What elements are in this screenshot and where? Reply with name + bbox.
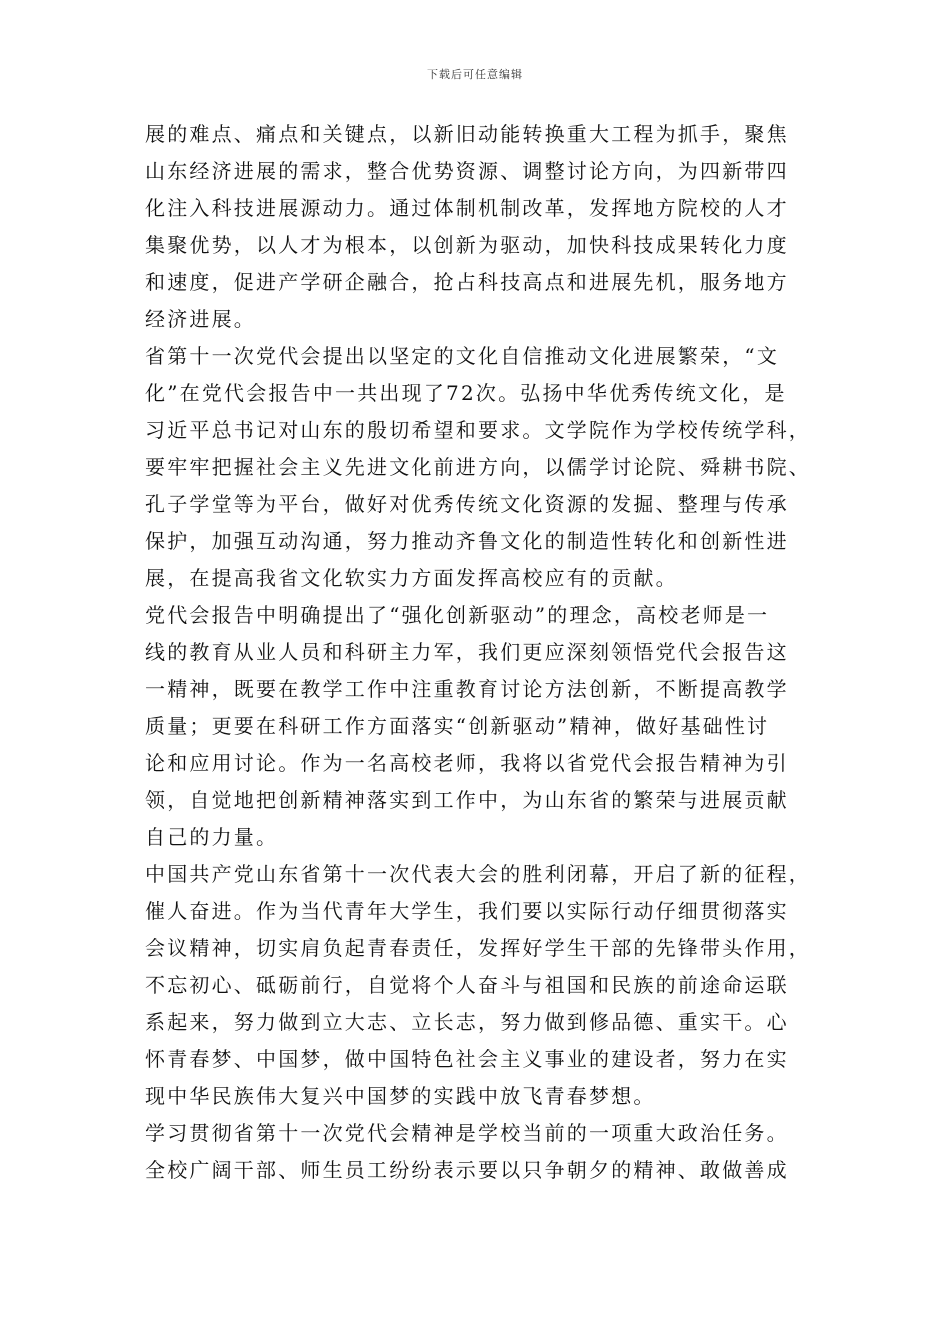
text-line: 和速度，促进产学研企融合，抢占科技高点和进展先机，服务地方 (145, 270, 789, 294)
text-line: 全校广阔干部、师生员工纷纷表示要以只争朝夕的精神、敢做善成 (145, 1158, 789, 1182)
text-line: 学习贯彻省第十一次党代会精神是学校当前的一项重大政治任务。 (145, 1121, 789, 1145)
text-line: 怀青春梦、中国梦，做中国特色社会主义事业的建设者，努力在实 (145, 1047, 789, 1071)
text-line: 线的教育从业人员和科研主力军，我们更应深刻领悟党代会报告这 (145, 640, 789, 664)
text-line: 习近平总书记对山东的殷切希望和要求。文学院作为学校传统学科， (145, 418, 811, 442)
text-line: 系起来，努力做到立大志、立长志，努力做到修品德、重实干。心 (145, 1010, 789, 1034)
text-line: 省第十一次党代会提出以坚定的文化自信推动文化进展繁荣，“文 (145, 344, 780, 368)
text-line: 领，自觉地把创新精神落实到工作中，为山东省的繁荣与进展贡献 (145, 788, 789, 812)
text-line: 孔子学堂等为平台，做好对优秀传统文化资源的发掘、整理与传承 (145, 492, 789, 516)
text-line: 化”在党代会报告中一共出现了72次。弘扬中华优秀传统文化，是 (145, 381, 787, 405)
text-line: 论和应用讨论。作为一名高校老师，我将以省党代会报告精神为引 (145, 751, 789, 775)
text-line: 催人奋进。作为当代青年大学生，我们要以实际行动仔细贯彻落实 (145, 899, 789, 923)
text-line: 展的难点、痛点和关键点，以新旧动能转换重大工程为抓手，聚焦 (145, 122, 789, 146)
text-line: 会议精神，切实肩负起青春责任，发挥好学生干部的先锋带头作用， (145, 936, 811, 960)
text-line: 保护，加强互动沟通，努力推动齐鲁文化的制造性转化和创新性进 (145, 529, 789, 553)
text-line: 自己的力量。 (145, 825, 279, 849)
text-line: 集聚优势，以人才为根本，以创新为驱动，加快科技成果转化力度 (145, 233, 789, 257)
text-line: 展，在提高我省文化软实力方面发挥高校应有的贡献。 (145, 566, 678, 590)
text-line: 一精神，既要在教学工作中注重教育讨论方法创新，不断提高教学 (145, 677, 789, 701)
header-note: 下载后可任意编辑 (427, 68, 523, 81)
text-line: 化注入科技进展源动力。通过体制机制改革，发挥地方院校的人才 (145, 196, 789, 220)
text-line: 不忘初心、砥砺前行，自觉将个人奋斗与祖国和民族的前途命运联 (145, 973, 789, 997)
text-line: 党代会报告中明确提出了“强化创新驱动”的理念，高校老师是一 (145, 603, 770, 627)
text-line: 质量；更要在科研工作方面落实“创新驱动”精神，做好基础性讨 (145, 714, 770, 738)
text-line: 要牢牢把握社会主义先进文化前进方向，以儒学讨论院、舜耕书院、 (145, 455, 811, 479)
text-line: 中国共产党山东省第十一次代表大会的胜利闭幕，开启了新的征程， (145, 862, 811, 886)
text-line: 现中华民族伟大复兴中国梦的实践中放飞青春梦想。 (145, 1084, 656, 1108)
text-line: 山东经济进展的需求，整合优势资源、调整讨论方向，为四新带四 (145, 159, 789, 183)
document-body (145, 116, 811, 1189)
text-line: 经济进展。 (145, 307, 256, 331)
